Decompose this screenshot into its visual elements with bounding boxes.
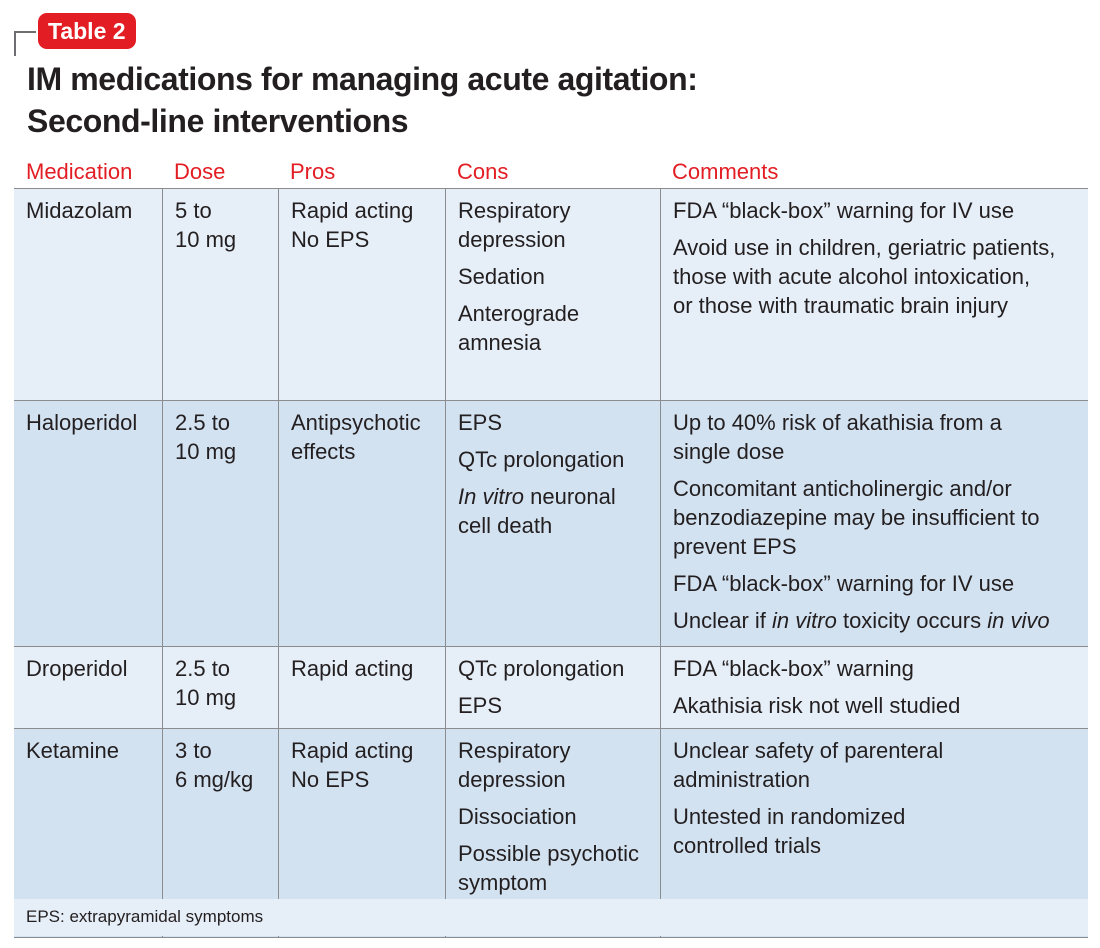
dose-line: 5 to <box>175 198 212 223</box>
table-row-midazolam <box>14 189 1088 401</box>
con-line: Sedation <box>458 264 545 289</box>
con-line: symptom <box>458 870 548 895</box>
cell-medication <box>14 401 162 646</box>
con-item <box>458 262 660 291</box>
cell-comments <box>660 189 1088 400</box>
comment-line: FDA “black-box” warning for IV use <box>673 198 1015 223</box>
pro-item: Rapid acting <box>291 738 414 763</box>
comment-line: benzodiazepine may be insufficient to <box>673 505 1040 530</box>
italic-text: In vitro <box>458 484 525 509</box>
con-item <box>458 196 660 254</box>
comment-item <box>673 196 1088 225</box>
con-line: amnesia <box>458 330 542 355</box>
table-title <box>27 58 697 142</box>
column-header-cons: Cons <box>457 159 509 184</box>
cell-cons <box>445 647 660 728</box>
comment-line: Concomitant anticholinergic and/or <box>673 476 1012 501</box>
comment-line: Up to 40% risk of akathisia from a <box>673 410 1002 435</box>
comment-item <box>673 691 1088 720</box>
corner-rule-vertical <box>14 31 16 56</box>
con-line: EPS <box>458 410 503 435</box>
con-line: QTc prolongation <box>458 447 625 472</box>
medication-name: Ketamine <box>26 738 119 763</box>
pro-line: effects <box>291 439 356 464</box>
medication-name: Droperidol <box>26 656 128 681</box>
table-footnote: EPS: extrapyramidal symptoms <box>14 899 1088 936</box>
comment-line: FDA “black-box” warning <box>673 656 914 681</box>
cell-cons <box>445 401 660 646</box>
con-item <box>458 445 660 474</box>
comment-item <box>673 736 1088 794</box>
comment-item <box>673 802 1088 860</box>
comment-line: FDA “black-box” warning for IV use <box>673 571 1015 596</box>
cell-dose <box>162 401 278 646</box>
con-line <box>458 482 660 511</box>
comment-line: Unclear safety of parenteral <box>673 738 944 763</box>
table-row-haloperidol <box>14 401 1088 647</box>
dose-line: 10 mg <box>175 227 237 252</box>
cell-medication <box>14 189 162 400</box>
dose-line: 10 mg <box>175 439 237 464</box>
con-line: Respiratory <box>458 198 571 223</box>
pro-line: Antipsychotic <box>291 410 421 435</box>
plain-text: neuronal <box>524 484 616 509</box>
dose-line: 2.5 to <box>175 410 231 435</box>
italic-text: in vitro <box>772 608 837 633</box>
italic-text: in vivo <box>987 608 1050 633</box>
cell-dose <box>162 189 278 400</box>
column-header-comments: Comments <box>672 159 779 184</box>
corner-rule-horizontal <box>14 31 36 33</box>
comment-line: Akathisia risk not well studied <box>673 693 961 718</box>
cell-pros <box>278 401 445 646</box>
con-line: EPS <box>458 693 503 718</box>
comment-line: controlled trials <box>673 833 821 858</box>
pro-item: No EPS <box>291 227 370 252</box>
cell-medication <box>14 647 162 728</box>
comment-line: administration <box>673 767 810 792</box>
con-line: Anterograde <box>458 301 580 326</box>
cell-dose <box>162 647 278 728</box>
con-item <box>458 802 660 831</box>
con-line: QTc prolongation <box>458 656 625 681</box>
con-item <box>458 482 660 540</box>
comment-item <box>673 606 1088 635</box>
medication-table <box>14 153 1088 938</box>
con-line: depression <box>458 767 566 792</box>
medication-name: Haloperidol <box>26 410 138 435</box>
column-header-medication: Medication <box>26 159 133 184</box>
comment-line: Untested in randomized <box>673 804 906 829</box>
column-header-dose: Dose <box>174 159 226 184</box>
comment-line <box>673 606 1088 635</box>
comment-item <box>673 569 1088 598</box>
cell-cons <box>445 189 660 400</box>
dose-line: 2.5 to <box>175 656 231 681</box>
cell-pros <box>278 647 445 728</box>
column-header-pros: Pros <box>290 159 336 184</box>
comment-line: or those with traumatic brain injury <box>673 293 1009 318</box>
medication-name: Midazolam <box>26 198 133 223</box>
pro-item: Rapid acting <box>291 656 414 681</box>
title-line-1: IM medications for managing acute agitation: <box>27 61 698 97</box>
table-number-badge: Table 2 <box>38 13 136 49</box>
con-line: depression <box>458 227 566 252</box>
con-item <box>458 654 660 683</box>
comment-line: Avoid use in children, geriatric patients, <box>673 235 1056 260</box>
comment-item <box>673 233 1088 320</box>
con-line: Respiratory <box>458 738 571 763</box>
con-line: Possible psychotic <box>458 841 639 866</box>
plain-text: toxicity occurs <box>836 608 988 633</box>
plain-text: Unclear if <box>673 608 773 633</box>
comment-line: those with acute alcohol intoxication, <box>673 264 1031 289</box>
con-item <box>458 736 660 794</box>
table-row-droperidol <box>14 647 1088 729</box>
comment-item <box>673 654 1088 683</box>
cell-comments <box>660 401 1088 646</box>
con-item <box>458 691 660 720</box>
title-line-2: Second-line interventions <box>27 103 409 139</box>
dose-line: 3 to <box>175 738 212 763</box>
comment-line: prevent EPS <box>673 534 797 559</box>
dose-line: 10 mg <box>175 685 237 710</box>
comment-line: single dose <box>673 439 785 464</box>
dose-line: 6 mg/kg <box>175 767 254 792</box>
comment-item <box>673 474 1088 561</box>
comment-item <box>673 408 1088 466</box>
con-item <box>458 408 660 437</box>
table-header-row <box>14 153 1088 189</box>
pro-item: Rapid acting <box>291 198 414 223</box>
con-item <box>458 299 660 357</box>
cell-comments <box>660 647 1088 728</box>
pro-item: No EPS <box>291 767 370 792</box>
con-line: Dissociation <box>458 804 577 829</box>
con-line: cell death <box>458 513 553 538</box>
cell-pros <box>278 189 445 400</box>
